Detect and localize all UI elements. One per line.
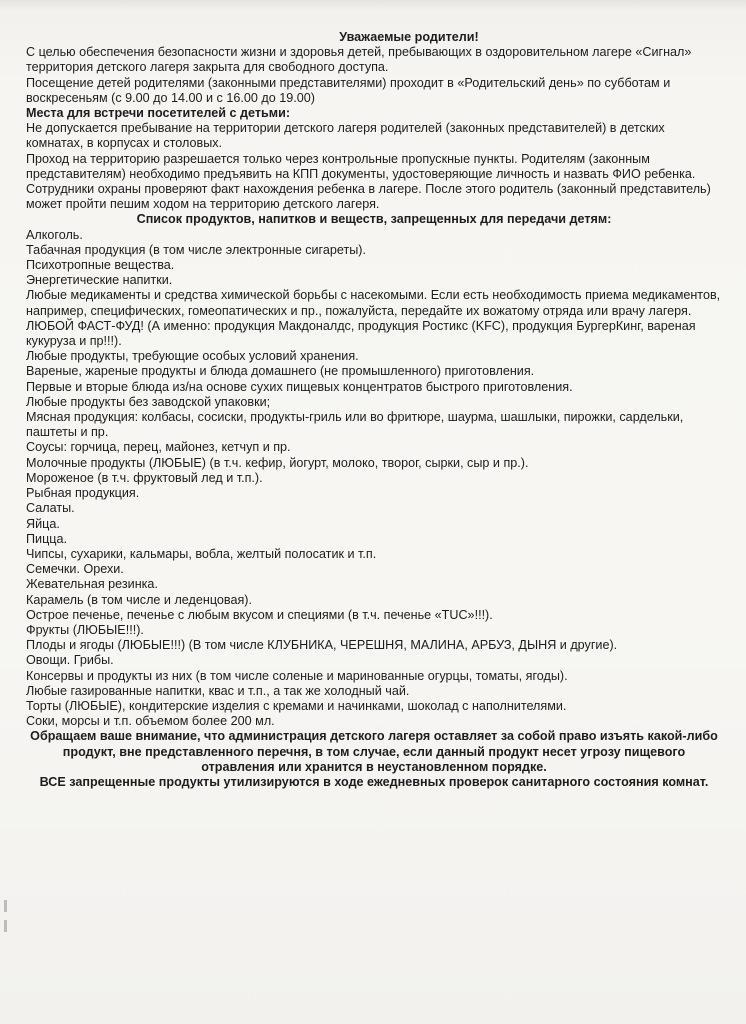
list-item: Карамель (в том числе и леденцовая). (26, 592, 252, 607)
scan-mark (4, 920, 7, 932)
list-item: Любые продукты без заводской упаковки; (26, 394, 271, 409)
list-item: Мороженое (в т.ч. фруктовый лед и т.п.). (26, 470, 263, 485)
list-item: Энергетические напитки. (26, 273, 173, 288)
meeting-paragraph-1: Не допускается пребывание на территории детского лагеря родителей (законных представителей) в детских комнатах, в корпусах и столовых. (26, 121, 665, 151)
list-item: Плоды и ягоды (ЛЮБЫЕ!!!) (В том числе КЛУБНИКА, ЧЕРЕШНЯ, МАЛИНА, АРБУЗ, ДЫНЯ и другие). (26, 638, 618, 653)
scan-mark (4, 900, 7, 912)
list-item: Алкоголь. (26, 227, 83, 242)
prohibited-items-list (26, 228, 722, 730)
list-item: Острое печенье, печенье с любым вкусом и специями (в т.ч. печенье «TUC»!!!). (26, 607, 493, 622)
meeting-paragraph-2: Проход на территорию разрешается только через контрольные пропускные пункты. Родителям (законным представителям) необходимо предъявить на КПП документы, удостоверяющие личность и назвать ФИО ребенка. Сотрудники охраны проверяют факт нахождения ребенка в лагере. После этого родитель (законный представитель) может пройти пешим ходом на территорию детского лагеря. (26, 151, 711, 212)
list-item: Торты (ЛЮБЫЕ), кондитерские изделия с кремами и начинками, шоколад с наполнителями. (26, 698, 567, 713)
list-item: Первые и вторые блюда из/на основе сухих пищевых концентратов быстрого приготовления. (26, 379, 573, 394)
prohibited-list-heading: Список продуктов, напитков и веществ, запрещенных для передачи детям: (136, 212, 612, 227)
scan-artifacts (4, 900, 10, 940)
list-item: Жевательная резинка. (26, 577, 158, 592)
list-item: Салаты. (26, 501, 75, 516)
list-item: Любые продукты, требующие особых условий хранения. (26, 349, 359, 364)
list-item: Овощи. Грибы. (26, 653, 114, 668)
scan-edge-shadow (0, 0, 746, 10)
list-item: Любые медикаменты и средства химической борьбы с насекомыми. Если есть необходимость приема медикаментов, например, специфических, гомеопатических и пр., пожалуйста, передайте их вожатому отряда или врачу лагеря. (26, 288, 721, 318)
document-body (26, 30, 722, 790)
list-item: Консервы и продукты из них (в том числе соленые и маринованные огурцы, томаты, ягоды). (26, 668, 568, 683)
list-item: Табачная продукция (в том числе электронные сигареты). (26, 242, 366, 257)
list-item: Любые газированные напитки, квас и т.п., а так же холодный чай. (26, 683, 410, 698)
list-item: Пицца. (26, 531, 68, 546)
intro-paragraph-2: Посещение детей родителями (законными представителями) проходит в «Родительский день» по субботам и воскресеньям (с 9.00 до 14.00 и с 16.00 до 19.00) (26, 75, 671, 105)
intro-paragraph-1: С целью обеспечения безопасности жизни и здоровья детей, пребывающих в оздоровительном лагере «Сигнал» территория детского лагеря закрыта для свободного доступа. (26, 45, 692, 75)
list-item: Соки, морсы и т.п. объемом более 200 мл. (26, 714, 275, 729)
list-item: Чипсы, сухарики, кальмары, вобла, желтый полосатик и т.п. (26, 546, 377, 561)
document-title: Уважаемые родители! (339, 30, 479, 44)
list-item: Молочные продукты (ЛЮБЫЕ) (в т.ч. кефир, йогурт, молоко, творог, сырки, сыр и пр.). (26, 455, 529, 470)
list-item: Мясная продукция: колбасы, сосиски, продукты-гриль или во фритюре, шаурма, шашлыки, пирожки, сардельки, паштеты и пр. (26, 410, 684, 440)
list-item: Яйца. (26, 516, 60, 531)
meeting-heading: Места для встречи посетителей с детьми: (26, 106, 291, 121)
list-item: Рыбная продукция. (26, 486, 140, 501)
list-item: Психотропные вещества. (26, 258, 175, 273)
closing-paragraph: ВСЕ запрещенные продукты утилизируются в ходе ежедневных проверок санитарного состояния комнат. (39, 774, 709, 789)
list-item: Семечки. Орехи. (26, 562, 124, 577)
list-item: Вареные, жареные продукты и блюда домашнего (не промышленного) приготовления. (26, 364, 535, 379)
notice-paragraph: Обращаем ваше внимание, что администрация детского лагеря оставляет за собой право изъять какой-либо продукт, вне представленного перечня, в том случае, если данный продукт несет угрозу пищевого отравления или хранится в неустановленном порядке. (30, 729, 718, 774)
list-item: ЛЮБОЙ ФАСТ-ФУД! (А именно: продукция Макдоналдс, продукция Ростикс (KFC), продукция БургерКинг, вареная кукуруза и пр!!!). (26, 318, 696, 349)
list-item: Фрукты (ЛЮБЫЕ!!!). (26, 622, 144, 637)
list-item: Соусы: горчица, перец, майонез, кетчуп и пр. (26, 440, 291, 455)
